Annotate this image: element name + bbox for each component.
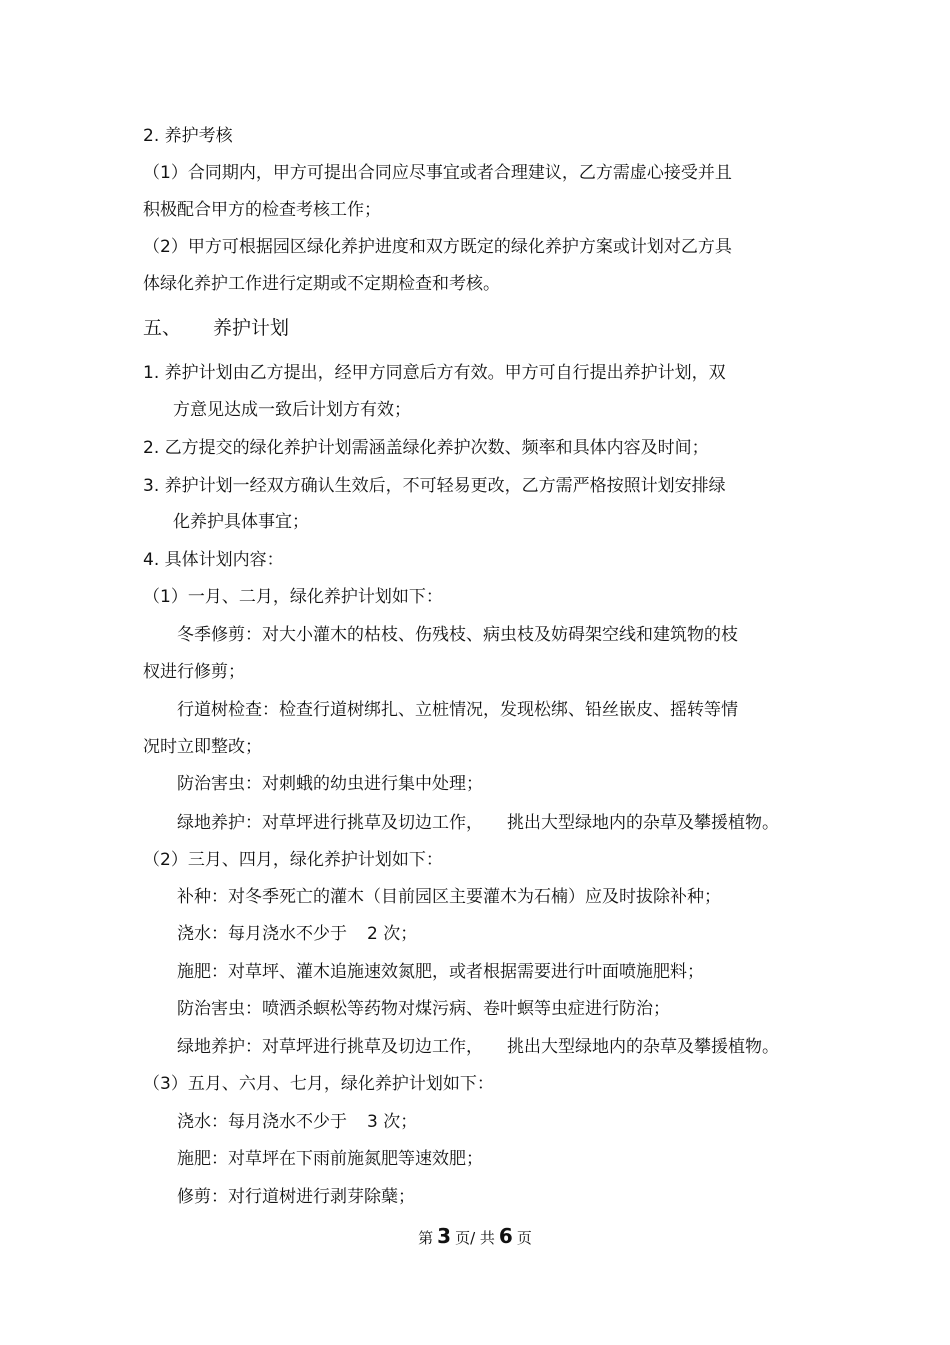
- list-item: 3. 养护计划一经双方确认生效后，不可轻易更改，乙方需严格按照计划安排绿: [143, 476, 726, 496]
- total-pages-number: 6: [498, 1224, 513, 1248]
- plan-entry-continuation: 杈进行修剪；: [143, 662, 245, 682]
- plan-entry: 防治害虫：对刺蛾的幼虫进行集中处理；: [177, 774, 483, 794]
- footer-suffix: 页: [516, 1229, 532, 1247]
- plan-3-title: （3）五月、六月、七月，绿化养护计划如下：: [143, 1074, 494, 1094]
- plan-entry: 补种：对冬季死亡的灌木（目前园区主要灌木为石楠）应及时拔除补种；: [177, 887, 721, 907]
- plan-entry: [177, 1111, 417, 1133]
- list-item-continuation: 方意见达成一致后计划方有效；: [173, 400, 411, 420]
- plan-entry-part: 3 次；: [367, 1112, 418, 1132]
- paragraph-line: 积极配合甲方的检查考核工作；: [143, 200, 381, 220]
- plan-entry-part: 绿地养护：对草坪进行挑草及切边工作，: [177, 813, 483, 833]
- plan-entry: 行道树检查：检查行道树绑扎、立桩情况，发现松绑、铅丝嵌皮、摇转等情: [177, 700, 738, 720]
- list-item: 4. 具体计划内容：: [143, 550, 284, 570]
- section-5-title: 养护计划: [213, 317, 290, 339]
- plan-entry: 修剪：对行道树进行剥芽除蘖；: [177, 1187, 415, 1207]
- plan-entry-part: 2 次；: [367, 924, 418, 944]
- plan-entry-part: 浇水：每月浇水不少于: [177, 924, 347, 944]
- plan-2-title: （2）三月、四月，绿化养护计划如下：: [143, 850, 443, 870]
- section-5-number: 五、: [143, 317, 182, 339]
- plan-entry: [177, 923, 417, 945]
- paragraph-line: 体绿化养护工作进行定期或不定期检查和考核。: [143, 274, 500, 294]
- plan-entry: 施肥：对草坪、灌木追施速效氮肥，或者根据需要进行叶面喷施肥料；: [177, 962, 704, 982]
- plan-entry-part: 挑出大型绿地内的杂草及攀援植物。: [507, 813, 779, 833]
- plan-entry-part: 挑出大型绿地内的杂草及攀援植物。: [507, 1037, 779, 1057]
- plan-entry-part: 浇水：每月浇水不少于: [177, 1112, 347, 1132]
- paragraph-line: （2）甲方可根据园区绿化养护进度和双方既定的绿化养护方案或计划对乙方具: [143, 237, 732, 257]
- current-page-number: 3: [437, 1224, 452, 1248]
- plan-entry: 防治害虫：喷洒杀螟松等药物对煤污病、卷叶螟等虫症进行防治；: [177, 999, 670, 1019]
- section-2-heading: 2. 养护考核: [143, 126, 233, 146]
- plan-1-title: （1）一月、二月，绿化养护计划如下：: [143, 587, 443, 607]
- list-item: 2. 乙方提交的绿化养护计划需涵盖绿化养护次数、频率和具体内容及时间；: [143, 438, 709, 458]
- plan-entry-part: 绿地养护：对草坪进行挑草及切边工作，: [177, 1037, 483, 1057]
- plan-entry: [177, 812, 779, 834]
- list-item: 1. 养护计划由乙方提出，经甲方同意后方有效。甲方可自行提出养护计划，双: [143, 363, 726, 383]
- footer-prefix: 第: [418, 1229, 434, 1247]
- footer-middle: 页/ 共: [455, 1229, 495, 1247]
- plan-entry: [177, 1036, 779, 1058]
- page-footer: [0, 1224, 950, 1250]
- paragraph-line: （1）合同期内，甲方可提出合同应尽事宜或者合理建议，乙方需虚心接受并且: [143, 163, 732, 183]
- plan-entry-continuation: 况时立即整改；: [143, 737, 262, 757]
- list-item-continuation: 化养护具体事宜；: [173, 512, 309, 532]
- plan-entry: 冬季修剪：对大小灌木的枯枝、伤残枝、病虫枝及妨碍架空线和建筑物的枝: [177, 625, 738, 645]
- plan-entry: 施肥：对草坪在下雨前施氮肥等速效肥；: [177, 1149, 483, 1169]
